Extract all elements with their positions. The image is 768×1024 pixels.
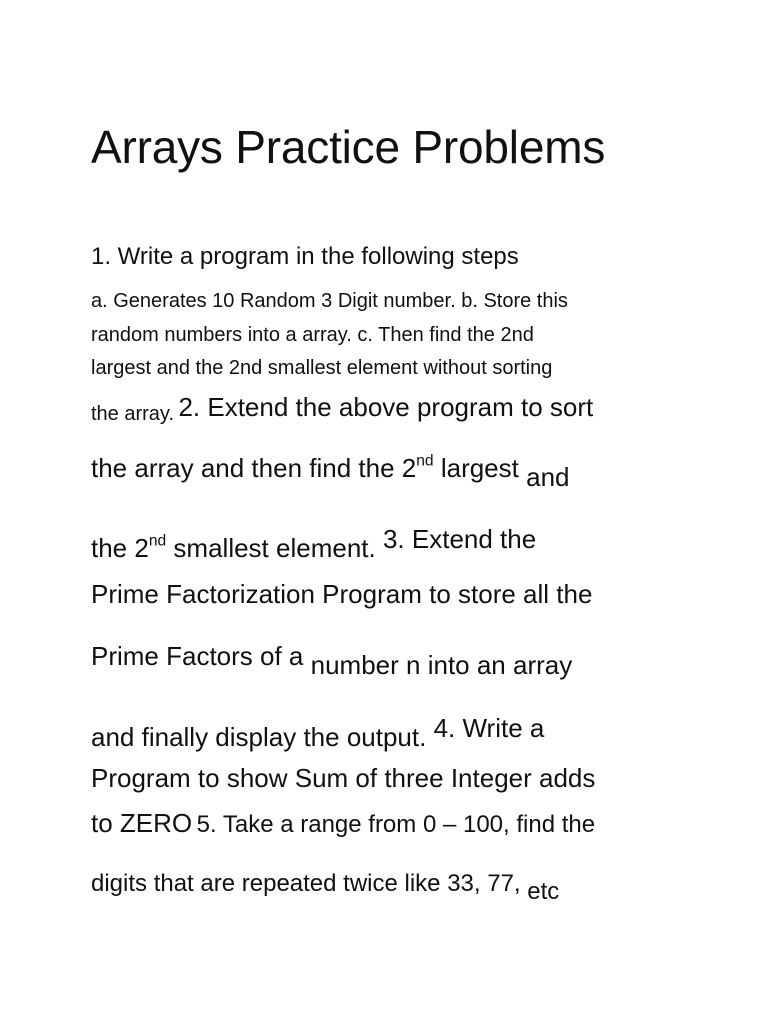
problem-2-text-part-4: the 2 (91, 533, 149, 563)
problem-3-text-part-2: number n into an array (310, 650, 573, 680)
problem-4-text-end: to ZERO (91, 808, 193, 838)
text-line-13 (91, 870, 560, 905)
text-line-5 (91, 392, 593, 423)
text-line-9 (91, 641, 573, 680)
problem-4-text-line-2: Program to show Sum of three Integer adds (91, 763, 596, 793)
text-line-12 (91, 808, 595, 839)
problem-2-text-part-2: largest (440, 453, 519, 483)
problem-2-text-part-3: and (526, 462, 570, 492)
text-line-10 (91, 713, 545, 753)
problem-3-text-line-2: Prime Factorization Program to store all the (91, 579, 593, 609)
text-line-7 (91, 524, 537, 564)
problem-5-text-start: 5. Take a range from 0 – 100, find the (196, 811, 596, 838)
problem-1-text-line-3: largest and the 2nd smallest element without sorting (91, 357, 553, 379)
problem-1-text-end: the array. (91, 403, 174, 425)
problem-4-text-start: 4. Write a (433, 713, 545, 743)
problem-2-text-part-1: the array and then find the 2 (91, 453, 417, 483)
problem-5-text-part-1: digits that are repeated twice like 33, 77, (91, 870, 521, 897)
page-title: Arrays Practice Problems (91, 121, 606, 173)
problem-2-text-start: 2. Extend the above program to sort (178, 392, 594, 422)
problem-3-text-end: and finally display the output. (91, 722, 427, 752)
ordinal-suffix-nd: nd (416, 452, 434, 470)
problem-1-heading: 1. Write a program in the following steps (91, 243, 519, 270)
problem-2-text-end: smallest element. (173, 533, 376, 563)
problem-1-text-line-2: random numbers into a array. c. Then find the 2nd (91, 324, 534, 346)
problem-1-text-line-1: a. Generates 10 Random 3 Digit number. b. Store this (91, 290, 568, 312)
problem-5-text-end: etc (527, 878, 560, 905)
problem-3-text-start: 3. Extend the (382, 524, 537, 554)
ordinal-suffix-nd-2: nd (148, 532, 167, 550)
text-line-6 (91, 452, 570, 492)
problem-3-text-part-1: Prime Factors of a (91, 641, 304, 671)
